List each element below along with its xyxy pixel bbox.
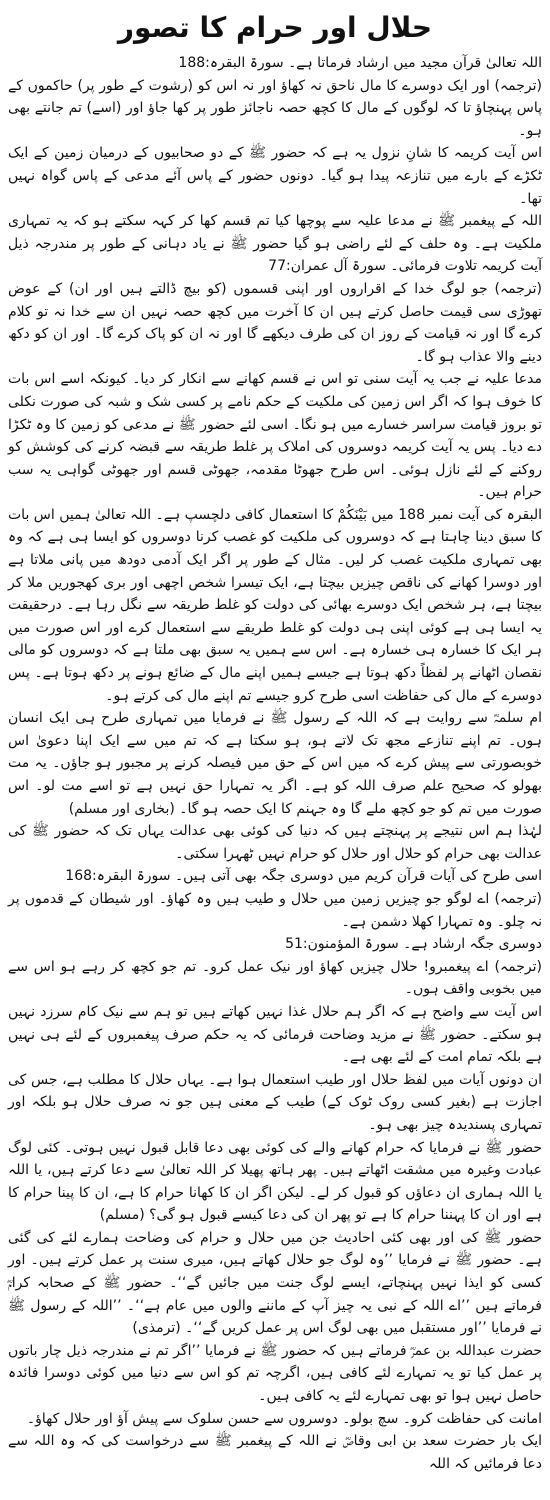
- paragraph-20: ایک بار حضرت سعد بن ابی وقاصؓ نے اللہ کے پیغمبر ﷺ سے درخواست کی کہ وہ اللہ سے دعا فرمائیں کہ اللہ: [8, 1433, 542, 1472]
- paragraph-13: (ترجمہ) اے پیغمبرو! حلال چیزیں کھاؤ اور نیک عمل کرو۔ تم جو کچھ کر رہے ہو اس سے میں بخوبی واقف ہوں۔: [8, 958, 542, 998]
- paragraph-1: اللہ تعالیٰ قرآن مجید میں ارشاد فرماتا ہے۔ سورۃ البقرہ:188: [178, 55, 542, 71]
- paragraph-10: اسی طرح کی آیات قرآن کریم میں دوسری جگہ بھی آتی ہیں۔ سورۃ البقرہ:168: [65, 868, 542, 885]
- paragraph-17: حضور ﷺ کی اور بھی کئی احادیث جن میں حلال و حرام کی وضاحت ہمارے لئے کی گئی ہے۔ حضور ﷺ نے فرمایا ’’وہ لوگ جو حلال کھاتے ہیں، میری سنت پر عمل کرتے ہیں۔ اور کسی کو ایذا نہیں پہنچاتے، ایسے لوگ جنت میں جائیں گے‘‘۔ حضور ﷺ کے صحابہ کرامؓ فرماتے ہیں ’’اے اللہ کے نبی یہ چیز آپ کے ماننے والوں میں عام ہے‘‘۔ ’’اللہ کے رسول ﷺ نے فرمایا ’’اور مستقبل میں بھی لوگ اس پر عمل کریں گے‘‘۔ (ترمذی): [8, 1229, 542, 1337]
- paragraph-3: اس آیت کریمہ کا شانِ نزول یہ ہے کہ حضور ﷺ کے دو صحابیوں کے درمیان زمین کے ایک ٹکڑے کے بارے میں تنازعہ پیدا ہو گیا۔ دونوں حضور کے پاس آئے مدعی کے پاس گواہ نہیں تھا۔: [8, 145, 542, 207]
- paragraph-6: مدعا علیہ نے جب یہ آیت سنی تو اس نے قسم کھانے سے انکار کر دیا۔ کیونکہ اسے اس بات کا خوف ہوا کہ اگر اس زمین کی ملکیت کے حکم نامے پر کسی شک و شبہ کی صورت نکلی تو بروز قیامت سراسر خسارے میں ہو نگا۔ اسی لئے حضور ﷺ نے مدعی کو زمین کا وہ ٹکڑا دے دیا۔ پس یہ آیت کریمہ دوسروں کی املاک پر غلط طریقہ سے قبضہ کرنے کی کوشش کو روکنے کے لئے نازل ہوئی۔ اس طرح جھوٹا مقدمہ، جھوٹی قسم اور جھوٹی گواہی یہ سب حرام ہیں۔: [8, 371, 542, 501]
- page-title: حلال اور حرام کا تصور: [117, 11, 433, 44]
- paragraph-18: حضرت عبداللہ بن عمرؓ فرماتے ہیں کہ حضور ﷺ نے فرمایا ’’اگر تم نے مندرجہ ذیل چار باتوں پر عمل کیا تو یہ تمہارے لئے کافی ہیں، اگرچہ تم کو اس سے دنیا میں کوئی دوسرا فائدہ حاصل نہیں ہوا تو بھی تمہارے لئے یہ کافی ہیں۔: [8, 1342, 542, 1405]
- paragraph-9: لہٰذا ہم اس نتیجے پر پہنچتے ہیں کہ دنیا کی کوئی بھی عدالت یہاں تک کہ حضور ﷺ کی عدالت بھی حرام کو حلال اور حلال کو حرام نہیں ٹھہرا سکتی۔: [8, 823, 542, 862]
- paragraph-12: دوسری جگہ ارشاد ہے۔ سورۃ المؤمنون:51: [285, 936, 542, 953]
- paragraph-14: اس آیت سے واضح ہے کہ اگر ہم حلال غذا نہیں کھاتے ہیں تو ہم سے نیک کام سرزد نہیں ہو سکتے۔ حضور ﷺ نے مزید وضاحت فرمائی کہ یہ حکم صرف پیغمبروں کے لئے ہی نہیں ہے بلکہ تمام امت کے لئے بھی ہے۔: [8, 1003, 542, 1066]
- paragraph-2: (ترجمہ) اور ایک دوسرے کا مال ناحق نہ کھاؤ اور نہ اس کو (رشوت کے طور پر) حاکموں کے پاس پہنچاؤ تا کہ لوگوں کے مال کا کچھ حصہ ناجائز طور پر کھا جاؤ اور (اسے) تم جانتے بھی ہو۔: [8, 77, 542, 139]
- paragraph-16: حضور ﷺ نے فرمایا کہ حرام کھانے والے کی کوئی بھی دعا قابل قبول نہیں ہوتی۔ کئی لوگ عبادت وغیرہ میں مشقت اٹھاتے ہیں۔ پھر ہاتھ پھیلا کر اللہ تعالیٰ سے دعا کرتے ہیں، یا اللہ یا اللہ ہماری ان دعاؤں کو قبول کر لے۔ لیکن اگر ان کا کھانا حرام کا ہے، ان کا پینا حرام کا ہے اور ان کا پہننا حرام کا ہے تو پھر ان کی دعا کیسے قبول ہو گی؟ (مسلم): [8, 1139, 542, 1224]
- paragraph-5: (ترجمہ) جو لوگ خدا کے اقراروں اور اپنی قسموں (کو بیچ ڈالتے ہیں اور ان) کے عوض تھوڑی سی قیمت حاصل کرتے ہیں ان کا آخرت میں کچھ حصہ نہیں ان سے خدا نہ تو کلام کرے گا اور نہ قیامت کے روز ان کی طرف دیکھے گا اور نہ ان کو پاک کرے گا۔ اور ان کو دکھ دینے والا عذاب ہو گا۔: [8, 280, 542, 365]
- paragraph-8: ام سلمہؓ سے روایت ہے کہ اللہ کے رسول ﷺ نے فرمایا میں تمہاری طرح ہی ایک انسان ہوں۔ تم اپنے تنازعے مجھ تک لاتے ہو، ہو سکتا ہے کہ تم میں سے ایک اپنا دعویٰ اس خوبصورتی سے پیش کرے کہ میں اس کے حق میں فیصلہ کرنے پر مجبور ہو جاؤں۔ یہ مت بھولو کہ صحیح علم صرف اللہ کو ہے۔ اگر یہ تمہارا حق نہیں ہے تو اسے مت لو۔ اس صورت میں تم کو جو کچھ ملے گا وہ جہنم کا ایک حصہ ہو گا۔ (بخاری اور مسلم): [8, 710, 542, 817]
- paragraph-7: البقرہ کی آیت نمبر 188 میں بَیْنَكُمْ کا استعمال کافی دلچسپ ہے۔ اللہ تعالیٰ ہمیں اس بات کا سبق دینا چاہتا ہے کہ دوسروں کی ملکیت کو غصب کرنا دوسروں کو ایسا ہی ہے کہ وہ بھی تمہاری ملکیت غصب کر لیں۔ مثال کے طور پر اگر ایک آدمی دودھ میں پانی ملاتا ہے اور دوسرا کھانے کی ناقص چیزیں بیچتا ہے، ایک تیسرا شخص اچھی اور بری کھجوریں ملا کر بیچتا ہے، ہر شخص ایک دوسرے بھائی کی دولت کو غلط طریقہ سے نگل رہا ہے۔ درحقیقت یہ ایسا ہی ہے کوئی اپنی ہی دولت کو غلط طریقے سے استعمال کرے اور اس صورت میں ہر ایک کا خسارہ ہی خسارہ ہے۔ اس سے ہمیں یہ سبق بھی ملتا ہے کہ دوسروں کو مالی نقصان اٹھانے پر لفظاً دکھ ہوتا ہے جیسے ہمیں اپنے مال کے ضائع ہونے پر دکھ ہوتا ہے۔ پس دوسرے کے مال کی حفاظت اسی طرح کرو جیسے تم اپنے مال کی کرتے ہو۔: [8, 506, 542, 704]
- paragraph-4: اللہ کے پیغمبر ﷺ نے مدعا علیہ سے پوچھا کیا تم قسم کھا کر کہہ سکتے ہو کہ یہ تمہاری ملکیت ہے۔ وہ حلف کے لئے راضی ہو گیا حضور ﷺ نے یاد دہانی کے طور پر مندرجہ ذیل آیت کریمہ تلاوت فرمائی۔ سورۃ آل عمران:77: [8, 213, 542, 275]
- paragraph-19: امانت کی حفاظت کرو۔ سچ بولو۔ دوسروں سے حسن سلوک سے پیش آؤ اور حلال کھاؤ۔: [26, 1410, 542, 1427]
- paragraph-15: ان دونوں آیات میں لفظ حلال اور طیب استعمال ہوا ہے۔ یہاں حلال کا مطلب ہے، جس کی اجازت ہے (بغیر کسی روک ٹوک کے) طیب کے معنی ہیں جو نہ صرف حلال ہو بلکہ اور تمہاری پسندیدہ چیز بھی ہو۔: [8, 1071, 542, 1133]
- paragraph-11: (ترجمہ) اے لوگو جو چیزیں زمین میں حلال و طیب ہیں وہ کھاؤ۔ اور شیطان کے قدموں پر نہ چلو۔ وہ تمہارا کھلا دشمن ہے۔: [8, 890, 542, 930]
